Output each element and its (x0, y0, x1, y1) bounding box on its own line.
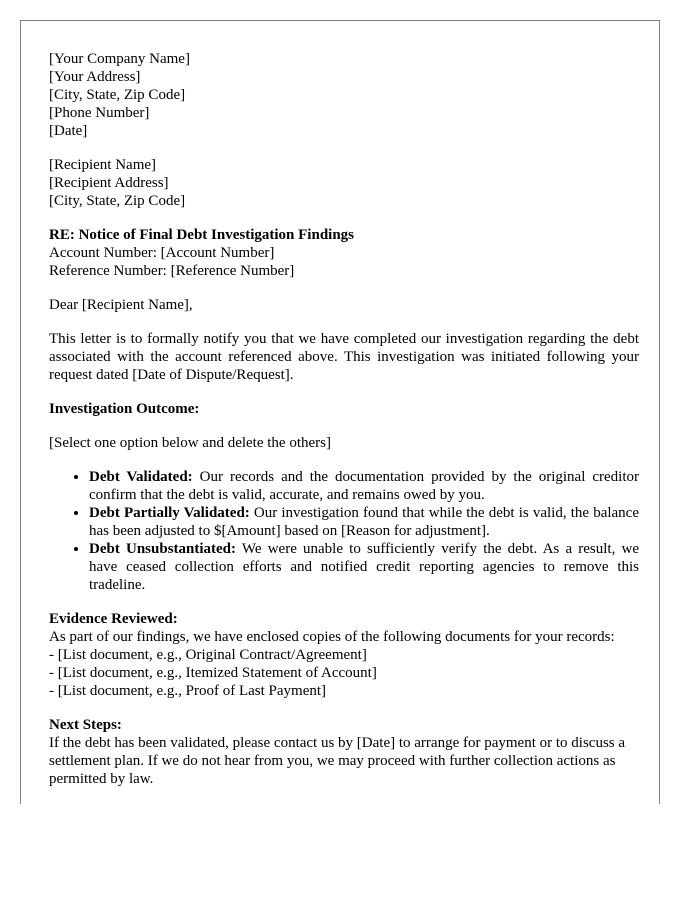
evidence-item: - [List document, e.g., Original Contract/Agreement] (49, 647, 367, 663)
letter-body (49, 50, 639, 804)
subject-block (49, 226, 639, 280)
sender-phone: [Phone Number] (49, 105, 150, 121)
outcome-option-text: Our records and the documentation provided by the original creditor confirm that the debt is valid, accurate, and remains owed by you. (89, 469, 639, 503)
sender-company: [Your Company Name] (49, 51, 190, 67)
outcome-option-label: Debt Partially Validated: (89, 505, 250, 521)
recipient-name: [Recipient Name] (49, 157, 157, 173)
salutation: Dear [Recipient Name], (49, 297, 193, 313)
letter-page (20, 20, 660, 804)
sender-address: [Your Address] (49, 69, 141, 85)
outcome-option-label: Debt Validated: (89, 469, 193, 485)
recipient-city-state-zip: [City, State, Zip Code] (49, 193, 186, 209)
recipient-block (49, 156, 639, 210)
next-steps-section (49, 716, 639, 788)
evidence-section (49, 610, 639, 700)
sender-block (49, 50, 639, 140)
outcome-heading: Investigation Outcome: (49, 401, 200, 417)
outcome-option-unsubstantiated (89, 540, 639, 594)
recipient-address: [Recipient Address] (49, 175, 169, 191)
intro-paragraph: This letter is to formally notify you that we have completed our investigation regarding the debt associated with the account referenced above. This investigation was initiated following your request dated [Date of Dispute/Request]. (49, 331, 639, 383)
evidence-item: - [List document, e.g., Proof of Last Payment] (49, 683, 327, 699)
next-steps-text: If the debt has been validated, please contact us by [Date] to arrange for payment or to discuss a settlement plan. If we do not hear from you, we may proceed with further collection actions as permitted by law. (49, 735, 626, 787)
next-steps-heading: Next Steps: (49, 717, 122, 733)
account-number: Account Number: [Account Number] (49, 245, 275, 261)
sender-city-state-zip: [City, State, Zip Code] (49, 87, 186, 103)
outcome-option-text: Our investigation found that while the debt is valid, the balance has been adjusted to $[Amount] based on [Reason for adjustment]. (89, 505, 639, 539)
outcome-option-label: Debt Unsubstantiated: (89, 541, 237, 557)
subject-line: RE: Notice of Final Debt Investigation Findings (49, 227, 355, 243)
outcome-option-partially-validated (89, 504, 639, 540)
letter-date: [Date] (49, 123, 88, 139)
evidence-item: - [List document, e.g., Itemized Statement of Account] (49, 665, 377, 681)
outcome-instruction: [Select one option below and delete the others] (49, 435, 331, 451)
evidence-intro: As part of our findings, we have enclosed copies of the following documents for your records: (49, 629, 615, 645)
outcome-option-text: We were unable to sufficiently verify the debt. As a result, we have ceased collection efforts and notified credit reporting agencies to remove this tradeline. (89, 541, 639, 593)
evidence-heading: Evidence Reviewed: (49, 611, 178, 627)
outcome-options-list (49, 468, 639, 594)
reference-number: Reference Number: [Reference Number] (49, 263, 295, 279)
outcome-option-validated (89, 468, 639, 504)
